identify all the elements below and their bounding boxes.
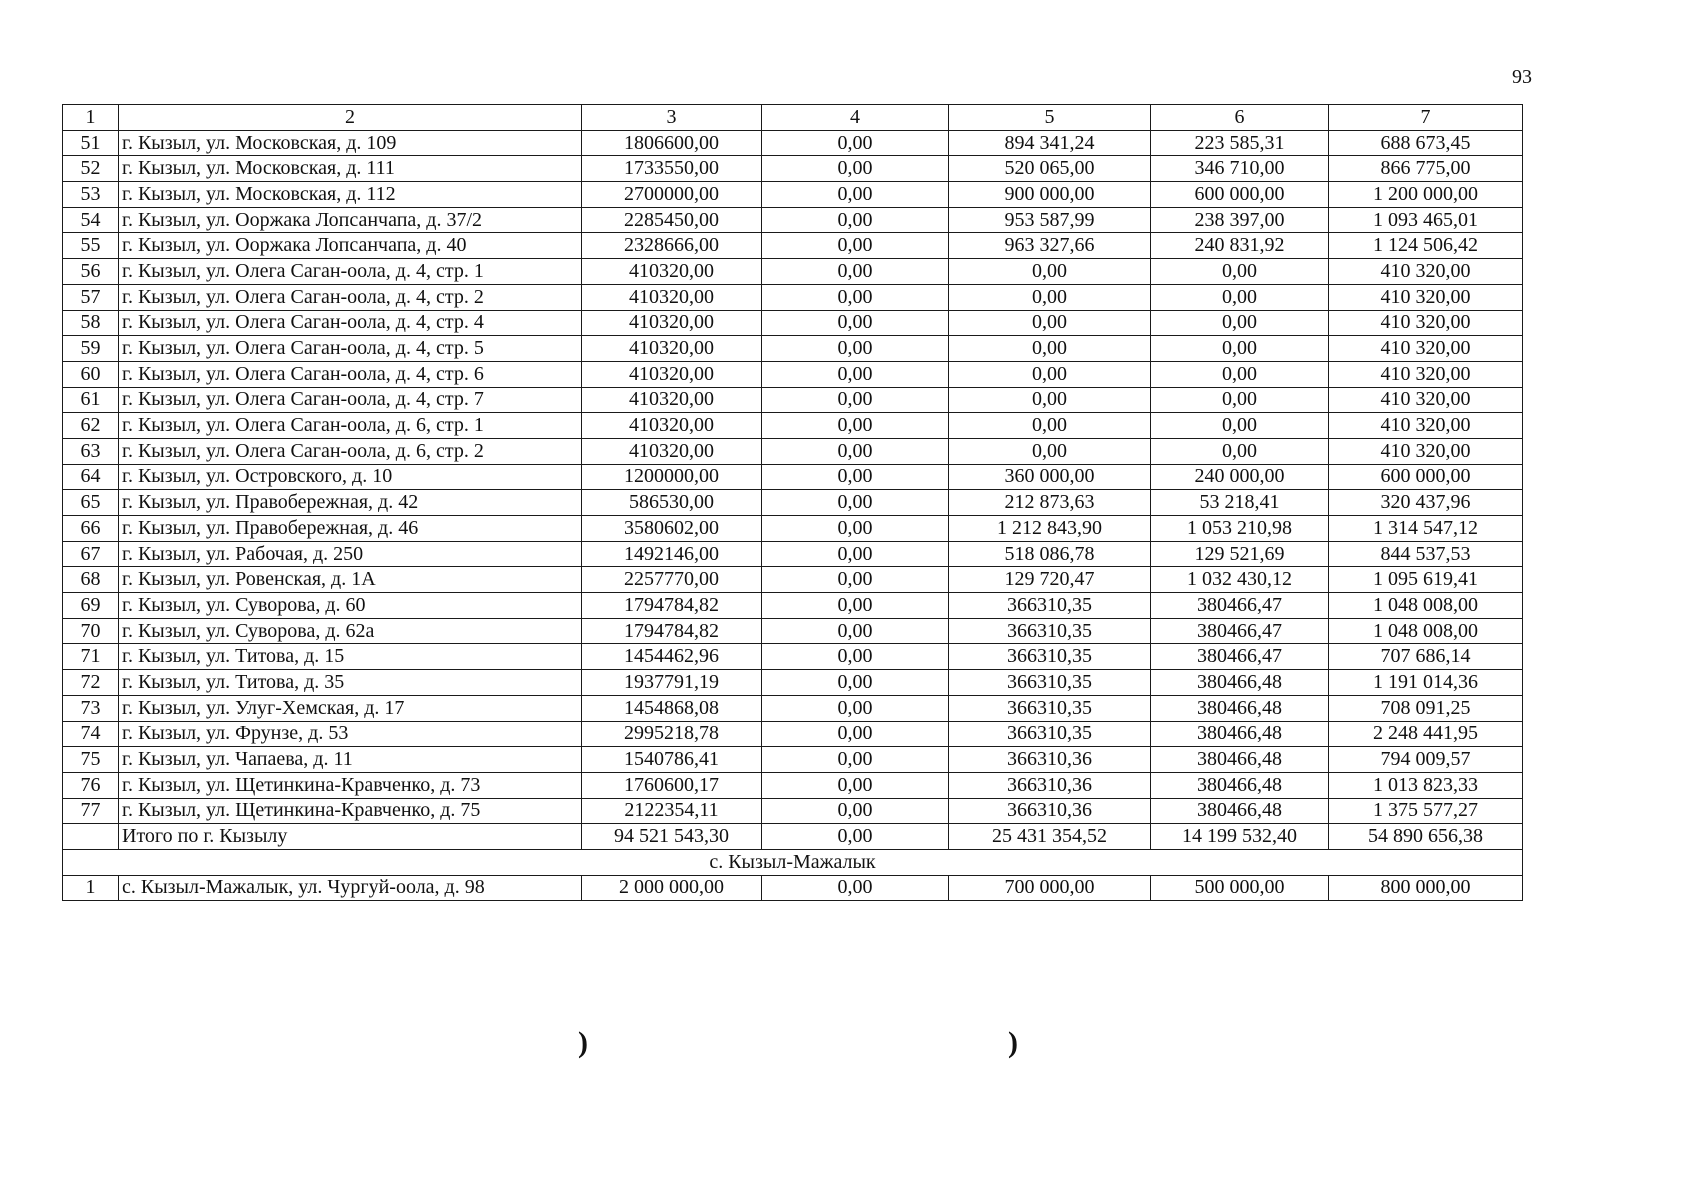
row-number-cell: 61	[63, 387, 119, 413]
value-cell: 1794784,82	[582, 618, 762, 644]
value-cell: 380466,48	[1151, 772, 1329, 798]
address-cell: г. Кызыл, ул. Фрунзе, д. 53	[119, 721, 582, 747]
row-number-cell: 55	[63, 233, 119, 259]
value-cell: 0,00	[762, 875, 949, 901]
row-number-cell: 62	[63, 413, 119, 439]
value-cell: 0,00	[762, 670, 949, 696]
address-cell: г. Кызыл, ул. Суворова, д. 60	[119, 593, 582, 619]
value-cell: 410 320,00	[1329, 336, 1523, 362]
value-cell: 366310,35	[949, 593, 1151, 619]
value-cell: 410320,00	[582, 259, 762, 285]
value-cell: 0,00	[1151, 284, 1329, 310]
value-cell: 2328666,00	[582, 233, 762, 259]
value-cell: 794 009,57	[1329, 747, 1523, 773]
value-cell: 1 212 843,90	[949, 516, 1151, 542]
value-cell: 54 890 656,38	[1329, 824, 1523, 850]
value-cell: 2285450,00	[582, 207, 762, 233]
value-cell: 1540786,41	[582, 747, 762, 773]
table-row	[63, 618, 1523, 644]
value-cell: 410 320,00	[1329, 284, 1523, 310]
value-cell: 1733550,00	[582, 156, 762, 182]
value-cell: 366310,35	[949, 670, 1151, 696]
address-cell: г. Кызыл, ул. Олега Саган-оола, д. 4, стр. 5	[119, 336, 582, 362]
value-cell: 360 000,00	[949, 464, 1151, 490]
value-cell: 0,00	[762, 747, 949, 773]
row-number-cell: 75	[63, 747, 119, 773]
address-cell: г. Кызыл, ул. Правобережная, д. 46	[119, 516, 582, 542]
value-cell: 600 000,00	[1151, 182, 1329, 208]
value-cell: 366310,36	[949, 747, 1151, 773]
row-number-cell: 65	[63, 490, 119, 516]
value-cell: 238 397,00	[1151, 207, 1329, 233]
table-row	[63, 233, 1523, 259]
value-cell: 0,00	[1151, 413, 1329, 439]
value-cell: 0,00	[762, 310, 949, 336]
value-cell: 2700000,00	[582, 182, 762, 208]
address-cell: г. Кызыл, ул. Улуг-Хемская, д. 17	[119, 695, 582, 721]
value-cell: 866 775,00	[1329, 156, 1523, 182]
value-cell: 0,00	[1151, 361, 1329, 387]
row-number-cell	[63, 824, 119, 850]
value-cell: 0,00	[762, 130, 949, 156]
address-cell: г. Кызыл, ул. Ровенская, д. 1А	[119, 567, 582, 593]
table-row	[63, 567, 1523, 593]
value-cell: 0,00	[1151, 336, 1329, 362]
row-number-cell: 53	[63, 182, 119, 208]
address-cell: г. Кызыл, ул. Московская, д. 111	[119, 156, 582, 182]
address-cell: г. Кызыл, ул. Суворова, д. 62а	[119, 618, 582, 644]
value-cell: 0,00	[762, 772, 949, 798]
table-row	[63, 875, 1523, 901]
table-row	[63, 130, 1523, 156]
value-cell: 410 320,00	[1329, 413, 1523, 439]
row-number-cell: 54	[63, 207, 119, 233]
address-cell: г. Кызыл, ул. Олега Саган-оола, д. 4, стр. 7	[119, 387, 582, 413]
header-row	[63, 105, 1523, 131]
value-cell: 366310,35	[949, 644, 1151, 670]
value-cell: 346 710,00	[1151, 156, 1329, 182]
value-cell: 1454868,08	[582, 695, 762, 721]
value-cell: 380466,48	[1151, 670, 1329, 696]
table-row	[63, 413, 1523, 439]
value-cell: 380466,48	[1151, 695, 1329, 721]
value-cell: 0,00	[762, 361, 949, 387]
value-cell: 0,00	[762, 284, 949, 310]
header-cell: 1	[63, 105, 119, 131]
header-cell: 2	[119, 105, 582, 131]
value-cell: 366310,35	[949, 618, 1151, 644]
row-number-cell: 69	[63, 593, 119, 619]
value-cell: 963 327,66	[949, 233, 1151, 259]
value-cell: 1 200 000,00	[1329, 182, 1523, 208]
address-cell: г. Кызыл, ул. Ооржака Лопсанчапа, д. 37/2	[119, 207, 582, 233]
value-cell: 800 000,00	[1329, 875, 1523, 901]
value-cell: 0,00	[762, 182, 949, 208]
address-cell: г. Кызыл, ул. Московская, д. 109	[119, 130, 582, 156]
table-row	[63, 259, 1523, 285]
row-number-cell: 58	[63, 310, 119, 336]
header-cell: 3	[582, 105, 762, 131]
value-cell: 0,00	[762, 798, 949, 824]
value-cell: 94 521 543,30	[582, 824, 762, 850]
address-cell: г. Кызыл, ул. Ооржака Лопсанчапа, д. 40	[119, 233, 582, 259]
value-cell: 410 320,00	[1329, 438, 1523, 464]
address-cell: г. Кызыл, ул. Олега Саган-оола, д. 4, стр. 6	[119, 361, 582, 387]
row-number-cell: 1	[63, 875, 119, 901]
value-cell: 1200000,00	[582, 464, 762, 490]
value-cell: 380466,47	[1151, 644, 1329, 670]
section-header-row	[63, 849, 1523, 875]
address-cell: г. Кызыл, ул. Олега Саган-оола, д. 4, стр. 4	[119, 310, 582, 336]
row-number-cell: 70	[63, 618, 119, 644]
value-cell: 1760600,17	[582, 772, 762, 798]
value-cell: 410320,00	[582, 361, 762, 387]
table-row	[63, 747, 1523, 773]
value-cell: 0,00	[762, 618, 949, 644]
value-cell: 212 873,63	[949, 490, 1151, 516]
address-cell: г. Кызыл, ул. Олега Саган-оола, д. 4, стр. 1	[119, 259, 582, 285]
value-cell: 0,00	[1151, 438, 1329, 464]
value-cell: 129 720,47	[949, 567, 1151, 593]
row-number-cell: 51	[63, 130, 119, 156]
value-cell: 0,00	[762, 156, 949, 182]
page-number: 93	[1512, 66, 1532, 88]
row-number-cell: 56	[63, 259, 119, 285]
value-cell: 518 086,78	[949, 541, 1151, 567]
value-cell: 1 032 430,12	[1151, 567, 1329, 593]
value-cell: 129 521,69	[1151, 541, 1329, 567]
value-cell: 380466,47	[1151, 593, 1329, 619]
value-cell: 410320,00	[582, 438, 762, 464]
value-cell: 0,00	[949, 310, 1151, 336]
value-cell: 2 000 000,00	[582, 875, 762, 901]
value-cell: 223 585,31	[1151, 130, 1329, 156]
value-cell: 1454462,96	[582, 644, 762, 670]
value-cell: 0,00	[1151, 259, 1329, 285]
value-cell: 380466,48	[1151, 798, 1329, 824]
value-cell: 1 048 008,00	[1329, 593, 1523, 619]
value-cell: 53 218,41	[1151, 490, 1329, 516]
table-row	[63, 695, 1523, 721]
value-cell: 366310,35	[949, 695, 1151, 721]
table-row	[63, 721, 1523, 747]
value-cell: 700 000,00	[949, 875, 1151, 901]
value-cell: 1 314 547,12	[1329, 516, 1523, 542]
value-cell: 1794784,82	[582, 593, 762, 619]
value-cell: 500 000,00	[1151, 875, 1329, 901]
value-cell: 1 053 210,98	[1151, 516, 1329, 542]
value-cell: 410 320,00	[1329, 387, 1523, 413]
row-number-cell: 72	[63, 670, 119, 696]
address-cell: г. Кызыл, ул. Олега Саган-оола, д. 6, стр. 1	[119, 413, 582, 439]
table-row	[63, 387, 1523, 413]
value-cell: 1937791,19	[582, 670, 762, 696]
value-cell: 0,00	[949, 284, 1151, 310]
table-row	[63, 541, 1523, 567]
row-number-cell: 66	[63, 516, 119, 542]
address-cell: г. Кызыл, ул. Щетинкина-Кравченко, д. 75	[119, 798, 582, 824]
value-cell: 0,00	[762, 464, 949, 490]
address-cell: г. Кызыл, ул. Олега Саган-оола, д. 4, стр. 2	[119, 284, 582, 310]
value-cell: 1 013 823,33	[1329, 772, 1523, 798]
total-row	[63, 824, 1523, 850]
table-row	[63, 670, 1523, 696]
address-cell: г. Кызыл, ул. Титова, д. 15	[119, 644, 582, 670]
table-row	[63, 361, 1523, 387]
value-cell: 0,00	[762, 824, 949, 850]
value-cell: 0,00	[1151, 387, 1329, 413]
value-cell: 240 000,00	[1151, 464, 1329, 490]
value-cell: 366310,36	[949, 798, 1151, 824]
value-cell: 2 248 441,95	[1329, 721, 1523, 747]
value-cell: 410320,00	[582, 310, 762, 336]
address-cell: г. Кызыл, ул. Титова, д. 35	[119, 670, 582, 696]
value-cell: 708 091,25	[1329, 695, 1523, 721]
table-row	[63, 336, 1523, 362]
header-cell: 4	[762, 105, 949, 131]
value-cell: 0,00	[949, 336, 1151, 362]
value-cell: 1492146,00	[582, 541, 762, 567]
value-cell: 380466,48	[1151, 721, 1329, 747]
value-cell: 600 000,00	[1329, 464, 1523, 490]
value-cell: 586530,00	[582, 490, 762, 516]
value-cell: 240 831,92	[1151, 233, 1329, 259]
value-cell: 410 320,00	[1329, 259, 1523, 285]
row-number-cell: 76	[63, 772, 119, 798]
value-cell: 707 686,14	[1329, 644, 1523, 670]
value-cell: 0,00	[762, 438, 949, 464]
value-cell: 0,00	[762, 233, 949, 259]
row-number-cell: 63	[63, 438, 119, 464]
value-cell: 2995218,78	[582, 721, 762, 747]
data-table	[62, 104, 1523, 901]
value-cell: 0,00	[762, 207, 949, 233]
value-cell: 0,00	[762, 541, 949, 567]
value-cell: 366310,36	[949, 772, 1151, 798]
value-cell: 1 095 619,41	[1329, 567, 1523, 593]
header-cell: 5	[949, 105, 1151, 131]
address-cell: с. Кызыл-Мажалык, ул. Чургуй-оола, д. 98	[119, 875, 582, 901]
table-row	[63, 182, 1523, 208]
address-cell: г. Кызыл, ул. Рабочая, д. 250	[119, 541, 582, 567]
value-cell: 0,00	[949, 387, 1151, 413]
value-cell: 14 199 532,40	[1151, 824, 1329, 850]
row-number-cell: 52	[63, 156, 119, 182]
row-number-cell: 71	[63, 644, 119, 670]
address-cell: г. Кызыл, ул. Московская, д. 112	[119, 182, 582, 208]
value-cell: 410320,00	[582, 336, 762, 362]
address-cell: г. Кызыл, ул. Олега Саган-оола, д. 6, стр. 2	[119, 438, 582, 464]
header-cell: 7	[1329, 105, 1523, 131]
value-cell: 410320,00	[582, 284, 762, 310]
value-cell: 0,00	[762, 644, 949, 670]
table-row	[63, 284, 1523, 310]
row-number-cell: 64	[63, 464, 119, 490]
row-number-cell: 60	[63, 361, 119, 387]
value-cell: 1 048 008,00	[1329, 618, 1523, 644]
table-row	[63, 156, 1523, 182]
value-cell: 0,00	[762, 695, 949, 721]
handwritten-mark: )	[1008, 1026, 1018, 1059]
address-cell: Итого по г. Кызылу	[119, 824, 582, 850]
value-cell: 900 000,00	[949, 182, 1151, 208]
address-cell: г. Кызыл, ул. Правобережная, д. 42	[119, 490, 582, 516]
address-cell: г. Кызыл, ул. Чапаева, д. 11	[119, 747, 582, 773]
value-cell: 0,00	[762, 413, 949, 439]
value-cell: 953 587,99	[949, 207, 1151, 233]
value-cell: 0,00	[1151, 310, 1329, 336]
row-number-cell: 77	[63, 798, 119, 824]
value-cell: 844 537,53	[1329, 541, 1523, 567]
table-row	[63, 490, 1523, 516]
value-cell: 894 341,24	[949, 130, 1151, 156]
address-cell: г. Кызыл, ул. Островского, д. 10	[119, 464, 582, 490]
value-cell: 0,00	[762, 259, 949, 285]
value-cell: 0,00	[762, 593, 949, 619]
section-title: с. Кызыл-Мажалык	[63, 849, 1523, 875]
address-cell: г. Кызыл, ул. Щетинкина-Кравченко, д. 73	[119, 772, 582, 798]
value-cell: 0,00	[762, 567, 949, 593]
value-cell: 688 673,45	[1329, 130, 1523, 156]
table-row	[63, 464, 1523, 490]
value-cell: 366310,35	[949, 721, 1151, 747]
value-cell: 0,00	[762, 516, 949, 542]
value-cell: 410320,00	[582, 413, 762, 439]
header-cell: 6	[1151, 105, 1329, 131]
value-cell: 0,00	[949, 413, 1151, 439]
value-cell: 320 437,96	[1329, 490, 1523, 516]
table-row	[63, 772, 1523, 798]
row-number-cell: 68	[63, 567, 119, 593]
table-row	[63, 516, 1523, 542]
value-cell: 0,00	[949, 259, 1151, 285]
value-cell: 0,00	[762, 387, 949, 413]
value-cell: 0,00	[762, 336, 949, 362]
value-cell: 0,00	[949, 361, 1151, 387]
row-number-cell: 73	[63, 695, 119, 721]
table-row	[63, 438, 1523, 464]
value-cell: 0,00	[949, 438, 1151, 464]
table-row	[63, 593, 1523, 619]
value-cell: 1 191 014,36	[1329, 670, 1523, 696]
value-cell: 380466,47	[1151, 618, 1329, 644]
row-number-cell: 67	[63, 541, 119, 567]
value-cell: 2122354,11	[582, 798, 762, 824]
value-cell: 3580602,00	[582, 516, 762, 542]
value-cell: 520 065,00	[949, 156, 1151, 182]
value-cell: 1 375 577,27	[1329, 798, 1523, 824]
value-cell: 0,00	[762, 490, 949, 516]
value-cell: 25 431 354,52	[949, 824, 1151, 850]
value-cell: 380466,48	[1151, 747, 1329, 773]
value-cell: 1 124 506,42	[1329, 233, 1523, 259]
table-body	[63, 105, 1523, 901]
value-cell: 410320,00	[582, 387, 762, 413]
table-row	[63, 644, 1523, 670]
table-row	[63, 310, 1523, 336]
value-cell: 1806600,00	[582, 130, 762, 156]
row-number-cell: 74	[63, 721, 119, 747]
handwritten-mark: )	[578, 1026, 588, 1059]
table-row	[63, 798, 1523, 824]
table-row	[63, 207, 1523, 233]
value-cell: 1 093 465,01	[1329, 207, 1523, 233]
row-number-cell: 57	[63, 284, 119, 310]
value-cell: 410 320,00	[1329, 310, 1523, 336]
value-cell: 0,00	[762, 721, 949, 747]
row-number-cell: 59	[63, 336, 119, 362]
value-cell: 2257770,00	[582, 567, 762, 593]
value-cell: 410 320,00	[1329, 361, 1523, 387]
